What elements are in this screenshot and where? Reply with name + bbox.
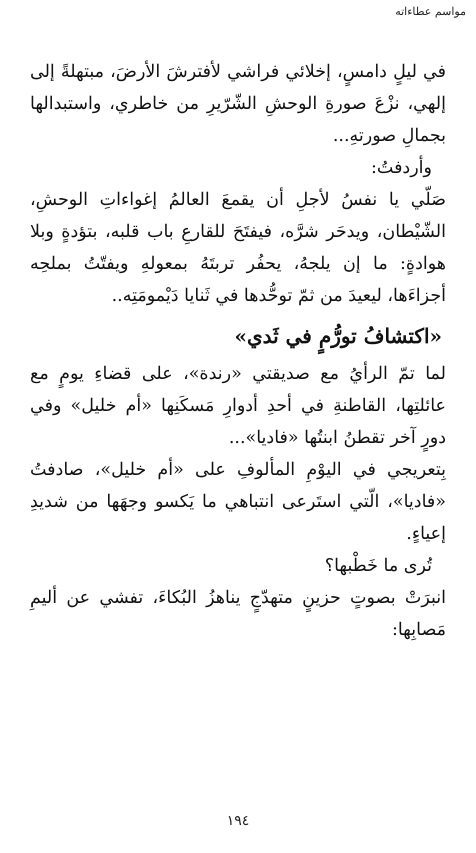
paragraph-response: انبرَتْ بصوتٍ حزينٍ متهدّجٍ يناهزُ البُكاءَ، تفشي عن أليمِ مَصابِها: bbox=[30, 588, 446, 640]
paragraph-prayer: صَلّي يا نفسُ لأجلِ أن يقمعَ العالمُ إغواءاتِ الوحشِ، الشّيْطان، ويدحَر شرَّه، فيفتَحَ للقارعِ باب قلبه، بتؤدةٍ وبلا هوادةٍ: ما إن يلجهُ، يحفُر تربتَهُ بمعولهِ ويفتّتُ بملحِه أجزاءَها، ليعيدَ من ثمّ توحُّدها في ثَنايا دَيْمومَتِه.. bbox=[30, 190, 446, 306]
running-header-book-title: مواسم عطاءاته bbox=[395, 5, 466, 18]
paragraph-question: تُرى ما خَطْبها؟ bbox=[324, 556, 432, 576]
paragraph-visit-plan: لما تمّ الرأيُ مع صديقتي «رندة»، على قضاءِ يومٍ مع عائلتِها، القاطنةِ في أحدِ أدوارِ مَسكَنِها «أم خليل» وفي دورٍ آخر تقطنُ ابنتُها «فاديا»... bbox=[30, 364, 446, 448]
page-number: ١٩٤ bbox=[226, 813, 250, 829]
paragraph-continued: وأردفتُ: bbox=[370, 158, 432, 178]
paragraph-meeting-fadia: بِتعريجي في اليوْمِ المألوفِ على «أم خليل»، صادفتُ «فاديا»، الّتي استَرعى انتباهي ما يَكسو وجهَها من شديدِ إعياءٍ. bbox=[30, 460, 446, 544]
page-body bbox=[30, 56, 446, 646]
section-heading: «اكتشافُ تورُّمٍ في ثَدي» bbox=[234, 324, 442, 348]
paragraph-opening: في ليلٍ دامسٍ، إخلائي فراشي لأفترشَ الأرضَ، مبتهلةً إلى إلهي، نزْعَ صورةِ الوحشِ الشّرّيرِ من خاطري، واستبدالها بجمالِ صورتهِ... bbox=[30, 62, 446, 146]
